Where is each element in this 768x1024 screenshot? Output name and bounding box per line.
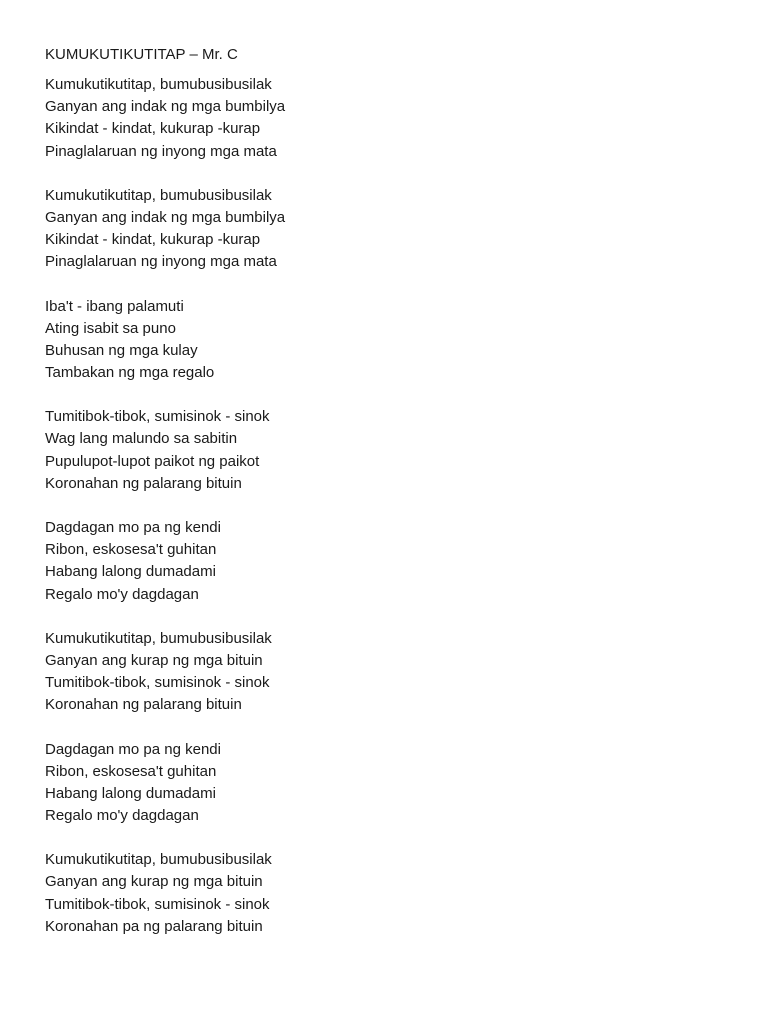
stanza-3 [45,296,725,385]
lyric-line: Iba't - ibang palamuti [45,297,184,315]
stanza-1 [45,74,725,163]
lyric-line: Ating isabit sa puno [45,319,176,337]
lyric-line: Kikindat - kindat, kukurap -kurap [45,120,261,138]
lyric-line: Ganyan ang kurap ng mga bituin [45,873,263,891]
lyric-line: Dagdagan mo pa ng kendi [45,740,221,758]
lyric-line: Koronahan ng palarang bituin [45,474,242,492]
lyric-line: Koronahan pa ng palarang bituin [45,917,263,935]
lyric-line: Tambakan ng mga regalo [45,364,215,382]
lyric-line: Tumitibok-tibok, sumisinok - sinok [45,408,270,426]
stanza-4 [45,406,725,495]
stanza-8 [45,849,725,938]
lyric-line: Kumukutikutitap, bumubusibusilak [45,186,272,204]
lyric-line: Regalo mo'y dagdagan [45,807,199,825]
lyric-line: Ganyan ang kurap ng mga bituin [45,651,263,669]
lyric-line: Wag lang malundo sa sabitin [45,430,238,448]
lyric-line: Tumitibok-tibok, sumisinok - sinok [45,674,270,692]
stanza-6 [45,628,725,717]
lyric-line: Ribon, eskosesa't guhitan [45,541,217,559]
lyric-line: Habang lalong dumadami [45,563,216,581]
lyric-line: Kumukutikutitap, bumubusibusilak [45,629,272,647]
lyric-line: Habang lalong dumadami [45,784,216,802]
song-title: KUMUKUTIKUTITAP – Mr. C [45,46,238,63]
stanza-2 [45,185,725,274]
lyric-line: Buhusan ng mga kulay [45,341,198,359]
lyric-line: Koronahan ng palarang bituin [45,696,242,714]
lyrics-document [45,44,725,960]
lyric-line: Ganyan ang indak ng mga bumbilya [45,208,286,226]
lyric-line: Dagdagan mo pa ng kendi [45,519,221,536]
lyric-line: Tumitibok-tibok, sumisinok - sinok [45,895,270,913]
lyric-line: Pupulupot-lupot paikot ng paikot [45,452,260,470]
lyric-line: Kikindat - kindat, kukurap -kurap [45,231,261,249]
lyric-line: Ribon, eskosesa't guhitan [45,762,217,780]
lyric-line: Pinaglalaruan ng inyong mga mata [45,253,277,271]
stanza-7 [45,739,725,828]
stanza-5 [45,517,725,606]
lyric-line: Ganyan ang indak ng mga bumbilya [45,98,286,116]
lyric-line: Kumukutikutitap, bumubusibusilak [45,76,272,93]
lyric-line: Kumukutikutitap, bumubusibusilak [45,851,272,869]
lyric-line: Pinaglalaruan ng inyong mga mata [45,142,277,160]
lyric-line: Regalo mo'y dagdagan [45,585,199,603]
